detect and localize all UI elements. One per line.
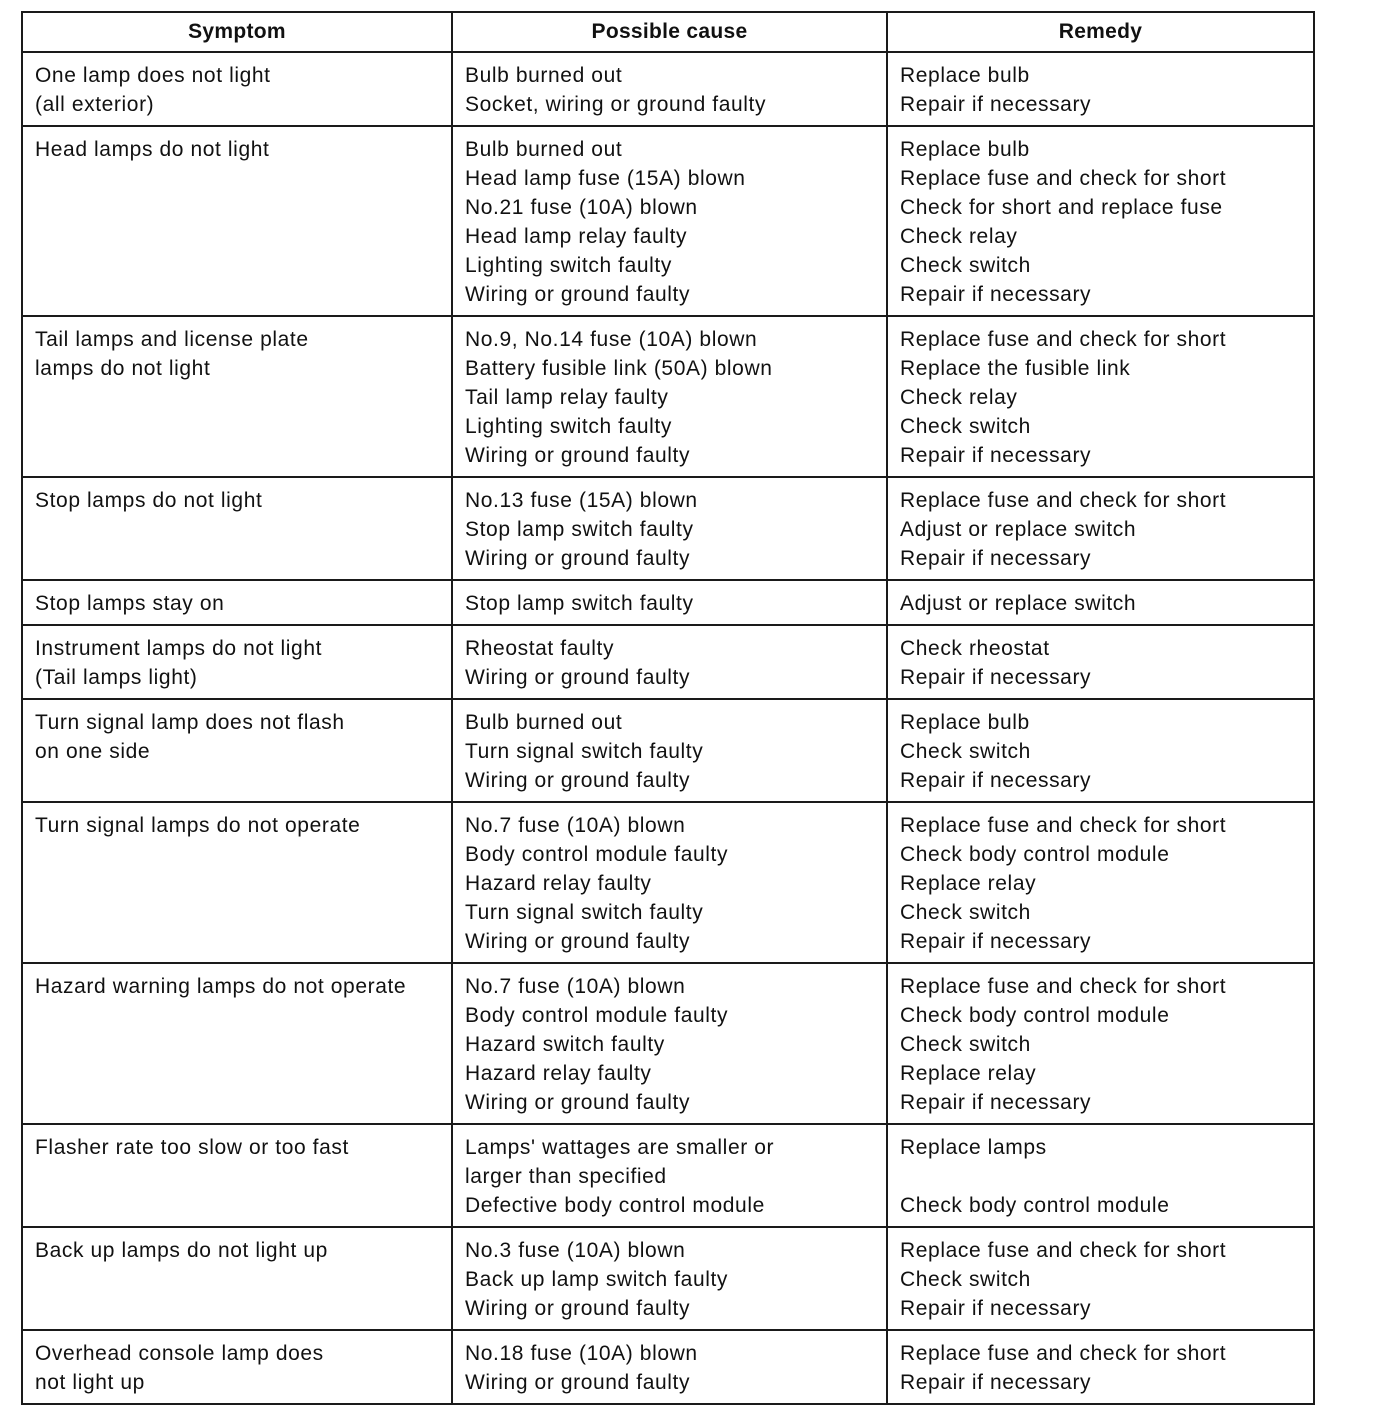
symptom-cell	[22, 963, 452, 1124]
cause-line: No.3 fuse (10A) blown	[465, 1239, 686, 1262]
symptom-line: (all exterior)	[35, 93, 155, 116]
cause-line: Head lamp relay faulty	[465, 225, 688, 248]
cause-line: Lighting switch faulty	[465, 254, 672, 277]
remedy-line: Check switch	[900, 740, 1031, 763]
symptom-line: Head lamps do not light	[35, 138, 270, 161]
cause-cell	[452, 126, 887, 316]
symptom-line: Instrument lamps do not light	[35, 637, 323, 660]
cause-line: No.18 fuse (10A) blown	[465, 1342, 698, 1365]
table-row	[22, 52, 1314, 126]
symptom-cell	[22, 316, 452, 477]
cause-cell	[452, 1330, 887, 1404]
remedy-cell	[887, 477, 1314, 580]
cause-cell	[452, 963, 887, 1124]
header-symptom: Symptom	[22, 12, 452, 52]
remedy-line: Replace the fusible link	[900, 357, 1131, 380]
table-row	[22, 802, 1314, 963]
remedy-line: Replace bulb	[900, 138, 1030, 161]
cause-line: Lighting switch faulty	[465, 415, 672, 438]
troubleshooting-table	[21, 11, 1315, 1405]
cause-cell	[452, 316, 887, 477]
remedy-line: Check switch	[900, 1268, 1031, 1291]
remedy-line: Check body control module	[900, 843, 1170, 866]
header-remedy: Remedy	[887, 12, 1314, 52]
remedy-line: Check rheostat	[900, 637, 1050, 660]
header-row	[22, 12, 1314, 52]
remedy-line: Replace lamps	[900, 1136, 1047, 1159]
symptom-cell	[22, 625, 452, 699]
remedy-line: Check relay	[900, 386, 1018, 409]
remedy-cell	[887, 802, 1314, 963]
cause-line: Hazard switch faulty	[465, 1033, 665, 1056]
remedy-cell	[887, 963, 1314, 1124]
cause-cell	[452, 580, 887, 625]
symptom-line: Flasher rate too slow or too fast	[35, 1136, 349, 1159]
symptom-line: Stop lamps stay on	[35, 592, 225, 615]
remedy-line: Repair if necessary	[900, 666, 1092, 689]
remedy-line: Repair if necessary	[900, 1091, 1092, 1114]
symptom-line: not light up	[35, 1371, 145, 1394]
remedy-cell	[887, 580, 1314, 625]
cause-line: Hazard relay faulty	[465, 1062, 652, 1085]
cause-line: Head lamp fuse (15A) blown	[465, 167, 746, 190]
cause-line: Stop lamp switch faulty	[465, 592, 694, 615]
remedy-line	[900, 1162, 1303, 1191]
remedy-line: Replace fuse and check for short	[900, 814, 1227, 837]
symptom-line: Stop lamps do not light	[35, 489, 263, 512]
symptom-line: One lamp does not light	[35, 64, 271, 87]
cause-line: Turn signal switch faulty	[465, 901, 704, 924]
remedy-line: Repair if necessary	[900, 547, 1092, 570]
cause-line: Defective body control module	[465, 1194, 765, 1217]
cause-cell	[452, 699, 887, 802]
table-row	[22, 580, 1314, 625]
cause-line: Hazard relay faulty	[465, 872, 652, 895]
remedy-line: Repair if necessary	[900, 93, 1092, 116]
remedy-line: Replace fuse and check for short	[900, 1342, 1227, 1365]
remedy-cell	[887, 1227, 1314, 1330]
cause-line: Lamps' wattages are smaller or	[465, 1136, 775, 1159]
cause-line: Stop lamp switch faulty	[465, 518, 694, 541]
symptom-line: Back up lamps do not light up	[35, 1239, 328, 1262]
remedy-line: Adjust or replace switch	[900, 592, 1137, 615]
cause-line: Bulb burned out	[465, 711, 623, 734]
table-row	[22, 625, 1314, 699]
remedy-line: Check body control module	[900, 1194, 1170, 1217]
symptom-line: on one side	[35, 740, 151, 763]
remedy-line: Replace fuse and check for short	[900, 489, 1227, 512]
symptom-line: Overhead console lamp does	[35, 1342, 324, 1365]
remedy-line: Replace relay	[900, 1062, 1037, 1085]
cause-cell	[452, 477, 887, 580]
symptom-line: Tail lamps and license plate	[35, 328, 309, 351]
cause-cell	[452, 52, 887, 126]
remedy-line: Repair if necessary	[900, 444, 1092, 467]
cause-line: Wiring or ground faulty	[465, 769, 691, 792]
cause-cell	[452, 802, 887, 963]
symptom-cell	[22, 580, 452, 625]
remedy-line: Repair if necessary	[900, 1371, 1092, 1394]
remedy-line: Replace bulb	[900, 64, 1030, 87]
symptom-line: Hazard warning lamps do not operate	[35, 975, 407, 998]
remedy-cell	[887, 625, 1314, 699]
cause-line: Bulb burned out	[465, 64, 623, 87]
table-body	[22, 52, 1314, 1404]
cause-cell	[452, 1124, 887, 1227]
header-possible-cause: Possible cause	[452, 12, 887, 52]
remedy-line: Repair if necessary	[900, 769, 1092, 792]
remedy-line: Replace bulb	[900, 711, 1030, 734]
remedy-line: Repair if necessary	[900, 283, 1092, 306]
cause-line: Wiring or ground faulty	[465, 666, 691, 689]
remedy-cell	[887, 699, 1314, 802]
symptom-line: Turn signal lamp does not flash	[35, 711, 345, 734]
symptom-cell	[22, 1227, 452, 1330]
cause-line: Wiring or ground faulty	[465, 930, 691, 953]
table-row	[22, 1227, 1314, 1330]
cause-line: Battery fusible link (50A) blown	[465, 357, 773, 380]
cause-cell	[452, 625, 887, 699]
table-row	[22, 316, 1314, 477]
remedy-line: Repair if necessary	[900, 930, 1092, 953]
cause-line: Wiring or ground faulty	[465, 283, 691, 306]
cause-line: Body control module faulty	[465, 843, 729, 866]
symptom-cell	[22, 802, 452, 963]
cause-line: No.21 fuse (10A) blown	[465, 196, 698, 219]
cause-line: larger than specified	[465, 1165, 667, 1188]
remedy-cell	[887, 1330, 1314, 1404]
cause-line: Body control module faulty	[465, 1004, 729, 1027]
remedy-line: Repair if necessary	[900, 1297, 1092, 1320]
table-row	[22, 1124, 1314, 1227]
symptom-cell	[22, 699, 452, 802]
remedy-cell	[887, 126, 1314, 316]
cause-line: Turn signal switch faulty	[465, 740, 704, 763]
cause-line: Tail lamp relay faulty	[465, 386, 669, 409]
symptom-cell	[22, 1330, 452, 1404]
remedy-line: Check relay	[900, 225, 1018, 248]
remedy-line: Replace fuse and check for short	[900, 1239, 1227, 1262]
cause-line: No.13 fuse (15A) blown	[465, 489, 698, 512]
cause-line: Wiring or ground faulty	[465, 1297, 691, 1320]
remedy-line: Check switch	[900, 1033, 1031, 1056]
cause-line: No.7 fuse (10A) blown	[465, 975, 686, 998]
symptom-cell	[22, 477, 452, 580]
remedy-line: Check switch	[900, 415, 1031, 438]
cause-line: Bulb burned out	[465, 138, 623, 161]
cause-line: Wiring or ground faulty	[465, 1091, 691, 1114]
cause-line: Wiring or ground faulty	[465, 1371, 691, 1394]
remedy-line: Check body control module	[900, 1004, 1170, 1027]
cause-line: Wiring or ground faulty	[465, 444, 691, 467]
cause-line: Rheostat faulty	[465, 637, 615, 660]
symptom-cell	[22, 52, 452, 126]
remedy-cell	[887, 316, 1314, 477]
remedy-line: Adjust or replace switch	[900, 518, 1137, 541]
cause-line: No.7 fuse (10A) blown	[465, 814, 686, 837]
symptom-line: lamps do not light	[35, 357, 211, 380]
remedy-line: Check switch	[900, 901, 1031, 924]
remedy-line: Replace relay	[900, 872, 1037, 895]
table-row	[22, 1330, 1314, 1404]
table-row	[22, 477, 1314, 580]
symptom-cell	[22, 126, 452, 316]
remedy-cell	[887, 52, 1314, 126]
symptom-line: Turn signal lamps do not operate	[35, 814, 361, 837]
remedy-line: Replace fuse and check for short	[900, 975, 1227, 998]
table-row	[22, 699, 1314, 802]
remedy-line: Replace fuse and check for short	[900, 167, 1227, 190]
remedy-cell	[887, 1124, 1314, 1227]
table-row	[22, 126, 1314, 316]
remedy-line: Replace fuse and check for short	[900, 328, 1227, 351]
cause-line: Back up lamp switch faulty	[465, 1268, 729, 1291]
remedy-line: Check for short and replace fuse	[900, 196, 1223, 219]
cause-line: Wiring or ground faulty	[465, 547, 691, 570]
symptom-line: (Tail lamps light)	[35, 666, 198, 689]
cause-cell	[452, 1227, 887, 1330]
cause-line: Socket, wiring or ground faulty	[465, 93, 767, 116]
remedy-line: Check switch	[900, 254, 1031, 277]
table-row	[22, 963, 1314, 1124]
symptom-cell	[22, 1124, 452, 1227]
cause-line: No.9, No.14 fuse (10A) blown	[465, 328, 758, 351]
